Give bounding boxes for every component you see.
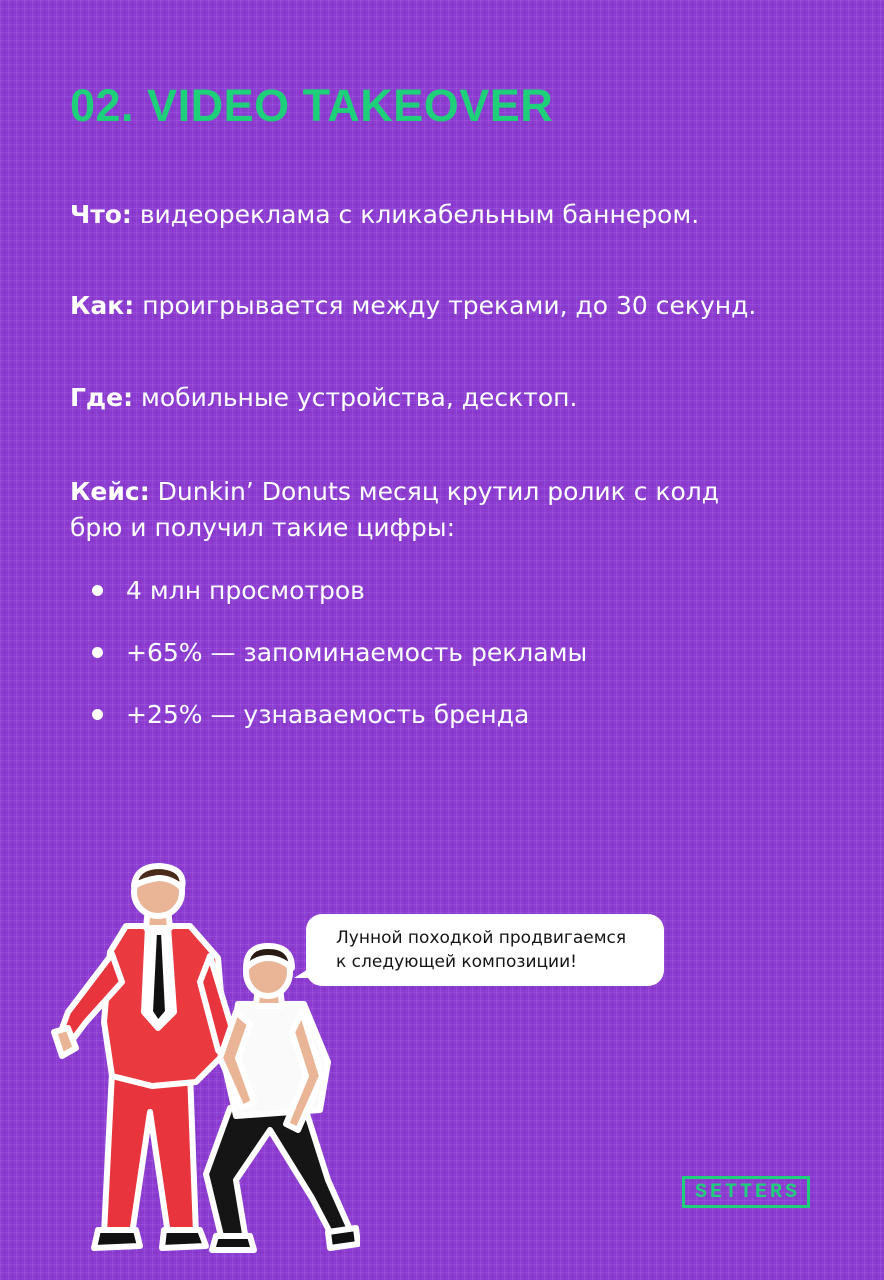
- page-title: 02. VIDEO TAKEOVER: [70, 80, 554, 131]
- what-paragraph: [70, 197, 699, 233]
- how-label: Как:: [70, 291, 135, 320]
- speech-bubble-line1: Лунной походкой продвигаемся: [336, 928, 627, 948]
- case-text-line2: брю и получил такие цифры:: [70, 513, 456, 542]
- case-label: Кейс:: [70, 477, 150, 506]
- speech-bubble-line2: к следующей композиции!: [336, 952, 577, 972]
- speech-bubble-tail: [294, 968, 310, 978]
- list-item: [92, 694, 587, 734]
- how-paragraph: [70, 288, 756, 324]
- where-paragraph: [70, 380, 577, 416]
- setters-logo: SETTERS: [682, 1176, 810, 1208]
- list-item-text: +65% — запоминаемость рекламы: [126, 637, 588, 667]
- where-label: Где:: [70, 383, 134, 412]
- bullet-dot-icon: [92, 709, 103, 720]
- list-item-text: +25% — узнаваемость бренда: [126, 699, 530, 729]
- list-item-text: 4 млн просмотров: [126, 575, 365, 605]
- list-item: [92, 632, 587, 672]
- what-text: видеореклама с кликабельным баннером.: [131, 200, 700, 229]
- where-text: мобильные устройства, десктоп.: [133, 383, 578, 412]
- what-label: Что:: [70, 200, 132, 229]
- case-text-line1: Dunkin’ Donuts месяц крутил ролик с колд: [149, 477, 720, 506]
- speech-bubble: [306, 914, 664, 986]
- bullet-dot-icon: [92, 585, 103, 596]
- how-text: проигрывается между треками, до 30 секунд.: [134, 291, 757, 320]
- case-paragraph: [70, 474, 719, 546]
- bullet-dot-icon: [92, 647, 103, 658]
- results-list: [92, 570, 587, 756]
- list-item: [92, 570, 587, 610]
